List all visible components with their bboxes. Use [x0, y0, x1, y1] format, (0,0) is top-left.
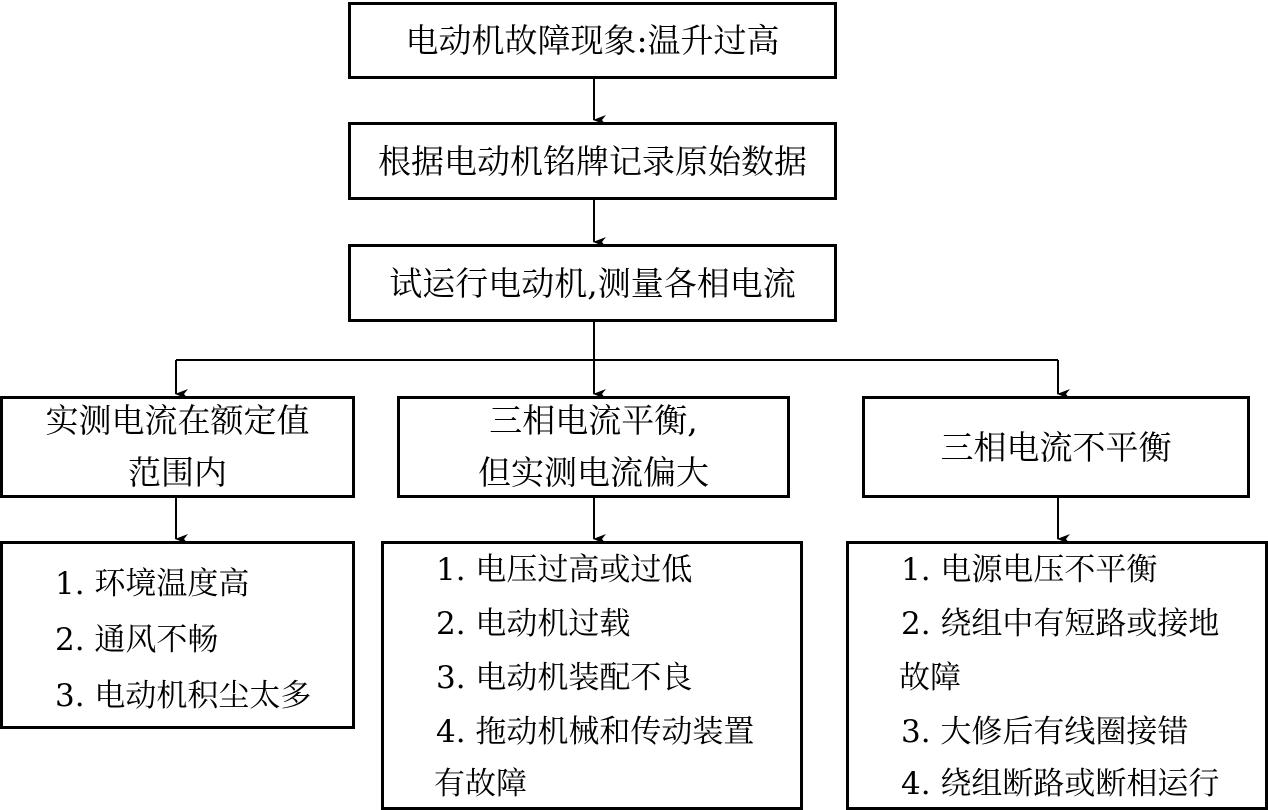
cause-item: 4. 绕组断路或断相运行: [901, 766, 1220, 802]
cause-item: 故障: [899, 660, 961, 696]
cause-item: 2. 电动机过载: [436, 606, 631, 642]
cause-item: 2. 绕组中有短路或接地: [901, 606, 1220, 642]
symptom-text: 电动机故障现象:温升过高: [405, 21, 780, 60]
test-run-text: 试运行电动机,测量各相电流: [389, 263, 796, 303]
condition-line: 但实测电流偏大: [478, 453, 709, 492]
test-run-box: [348, 244, 837, 322]
causes-box-left: [0, 541, 355, 729]
cause-item: 1. 电压过高或过低: [436, 552, 693, 588]
causes-box-right: [846, 541, 1268, 810]
cause-item: 2. 通风不畅: [55, 622, 219, 658]
condition-line: 范围内: [128, 453, 227, 492]
condition-line: 三相电流不平衡: [940, 427, 1172, 467]
symptom-box: [348, 2, 837, 79]
condition-box-rated-current: [0, 396, 355, 498]
cause-item: 3. 电动机积尘太多: [55, 678, 312, 714]
condition-line: 实测电流在额定值: [45, 401, 310, 440]
causes-box-middle: [381, 541, 803, 810]
cause-item: 3. 大修后有线圈接错: [901, 714, 1189, 750]
condition-box-unbalanced: [862, 396, 1250, 498]
cause-item: 4. 拖动机械和传动装置: [436, 714, 755, 750]
condition-box-balanced-high: [397, 396, 790, 498]
condition-line: 三相电流平衡,: [489, 401, 698, 440]
cause-item: 1. 环境温度高: [55, 566, 250, 602]
record-data-box: [348, 122, 837, 200]
record-data-text: 根据电动机铭牌记录原始数据: [378, 141, 807, 181]
cause-item: 1. 电源电压不平衡: [901, 552, 1158, 588]
cause-item: 有故障: [434, 766, 527, 802]
cause-item: 3. 电动机装配不良: [436, 660, 693, 696]
